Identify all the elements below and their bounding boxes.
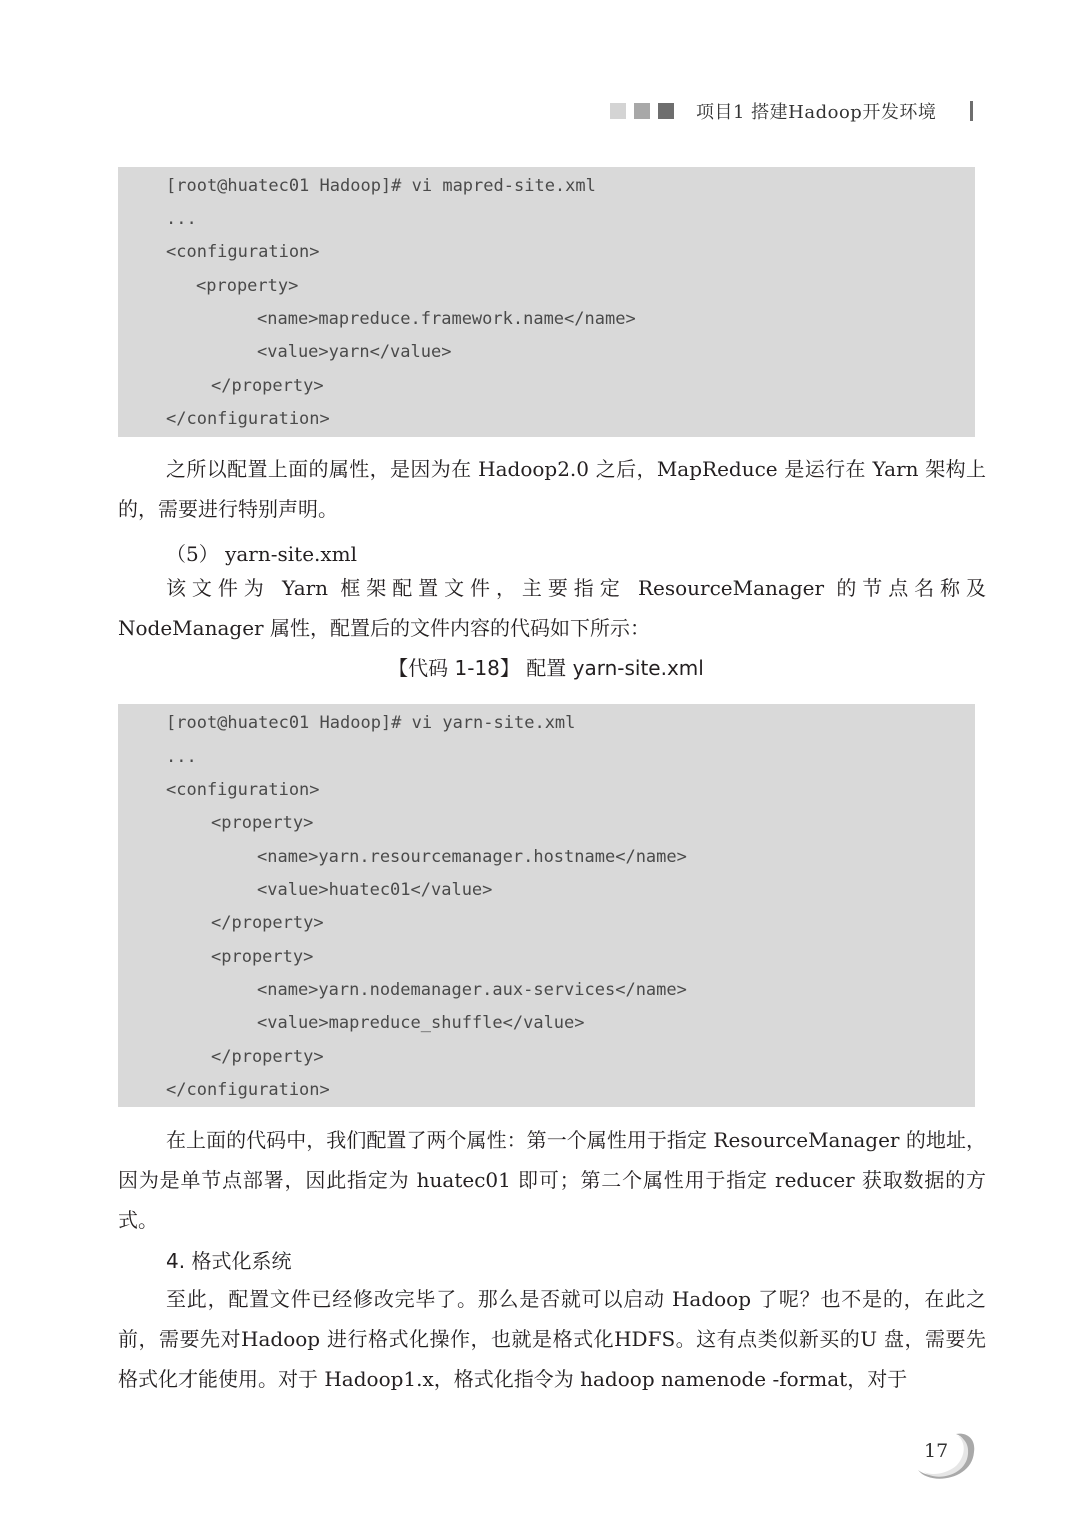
code-line: <property>: [211, 947, 314, 967]
body-paragraph: 该文件为 Yarn 框架配置文件，主要指定 ResourceManager 的节点名称及 NodeManager 属性，配置后的文件内容的代码如下所示：: [118, 576, 986, 640]
body-paragraph: 在上面的代码中，我们配置了两个属性：第一个属性用于指定 ResourceManager 的地址，因为是单节点部署，因此指定为 huatec01 即可；第二个属性用于指定 reducer 获取数据的方式。: [118, 1128, 986, 1232]
header-decor-square: [610, 103, 626, 119]
chapter-title: 项目1 搭建Hadoop开发环境: [696, 102, 937, 123]
code-line: <configuration>: [166, 242, 320, 262]
page-number: 17: [924, 1440, 949, 1462]
code-line: <property>: [211, 813, 314, 833]
code-line: <value>huatec01</value>: [257, 880, 493, 900]
section-heading: 4. 格式化系统: [166, 1249, 292, 1273]
header-decor-square: [634, 103, 650, 119]
code-line: <value>yarn</value>: [257, 342, 452, 362]
code-line: </property>: [211, 376, 324, 396]
code-line: </configuration>: [166, 1080, 330, 1100]
code-line: [root@huatec01 Hadoop]# vi yarn-site.xml: [166, 713, 576, 733]
code-block-mapred-site: [118, 167, 975, 437]
page-number-badge: [910, 1428, 980, 1484]
code-line: <property>: [196, 276, 299, 296]
header-decor-square: [658, 103, 674, 119]
item-heading: （5） yarn-site.xml: [166, 542, 358, 566]
code-line: [root@huatec01 Hadoop]# vi mapred-site.xml: [166, 176, 596, 196]
code-line: <name>yarn.nodemanager.aux-services</name>: [257, 980, 687, 1000]
code-line: <name>mapreduce.framework.name</name>: [257, 309, 636, 329]
body-paragraph: 之所以配置上面的属性，是因为在 Hadoop2.0 之后，MapReduce 是运行在 Yarn 架构上的，需要进行特别声明。: [118, 457, 986, 521]
code-line: </property>: [211, 913, 324, 933]
code-caption: 【代码 1-18】 配置 yarn-site.xml: [388, 656, 704, 680]
body-paragraph: 至此，配置文件已经修改完毕了。那么是否就可以启动 Hadoop 了呢？也不是的，在此之前，需要先对Hadoop 进行格式化操作，也就是格式化HDFS。这有点类似新买的U 盘，需要先格式化才能使用。对于 Hadoop1.x，格式化指令为 hadoop namenode -format，对于: [118, 1287, 986, 1391]
code-line: ...: [166, 747, 197, 767]
header-divider: [970, 101, 973, 121]
code-block-yarn-site: [118, 704, 975, 1107]
code-line: <configuration>: [166, 780, 320, 800]
code-line: <value>mapreduce_shuffle</value>: [257, 1013, 585, 1033]
code-line: ...: [166, 209, 197, 229]
code-line: </property>: [211, 1047, 324, 1067]
code-line: <name>yarn.resourcemanager.hostname</name>: [257, 847, 687, 867]
page-header: [610, 96, 990, 126]
code-line: </configuration>: [166, 409, 330, 429]
